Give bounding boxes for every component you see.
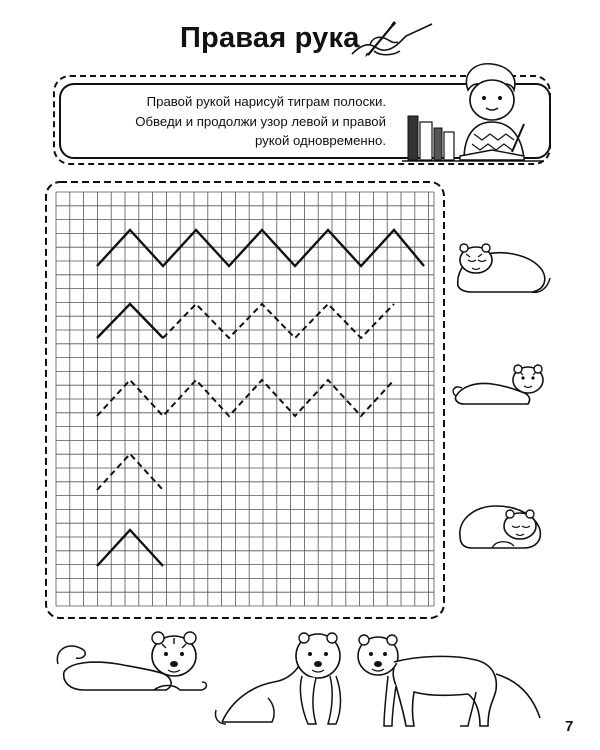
tiger-sleeping-icon — [452, 236, 552, 298]
instruction-line: рукой одновременно. — [254, 133, 386, 148]
instruction-line: Обведи и продолжи узор левой и правой — [135, 113, 386, 129]
exercise-grid — [44, 180, 446, 620]
tiger-resting-icon — [452, 496, 552, 556]
instruction-line: Правой рукой нарисуй тиграм полоски. — [146, 94, 386, 109]
page-title: Правая рука — [180, 22, 360, 54]
zigzag-row-solid-part — [97, 304, 163, 338]
hand-writing-icon — [348, 18, 434, 58]
cougar-walking-icon — [356, 634, 546, 730]
boy-reading-books-icon — [400, 60, 546, 166]
zigzag-row-start-dashed — [97, 454, 163, 490]
tiger-cub-lying-icon — [54, 624, 214, 704]
zigzag-row-start-solid — [97, 530, 163, 566]
tiger-lying-icon — [452, 362, 552, 412]
instruction-text — [70, 92, 386, 151]
page-number: 7 — [565, 718, 574, 735]
cougar-sitting-icon — [212, 630, 352, 730]
